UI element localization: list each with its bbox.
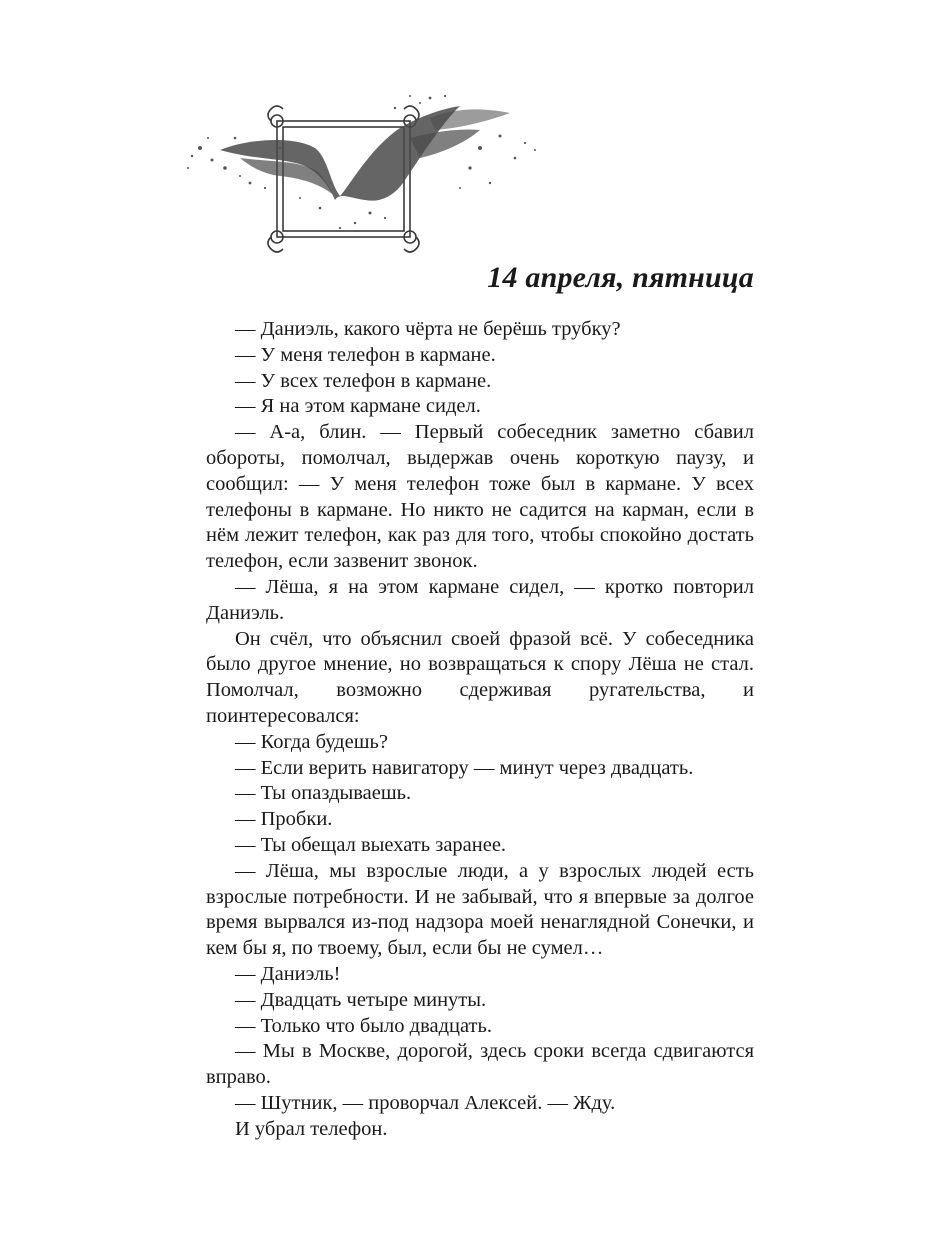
paragraph: — Ты обещал выехать заранее. [235, 833, 507, 856]
paragraph: — Ты опаздываешь. [235, 782, 412, 805]
paragraph: — Двадцать четыре минуты. [235, 988, 487, 1011]
paragraph: — Только что было двадцать. [235, 1014, 492, 1037]
paragraph: — А-а, блин. — Первый собеседник заметно сбавил обороты, помолчал, выдержав очень короткую паузу, и сообщил: — У меня телефон тоже был в кармане. У всех телефоны в кармане. Но никто не садится на карман, если в нём лежит телефон, как раз для того, чтобы спокойно достать телефон, если зазвенит звонок. [206, 421, 754, 573]
paragraph: — Лёша, я на этом кармане сидел, — кротко повторил Даниэль. [206, 575, 754, 624]
paragraph: — Я на этом кармане сидел. [235, 395, 481, 418]
paragraph: — Мы в Москве, дорогой, здесь сроки всегда сдвигаются вправо. [206, 1040, 754, 1089]
chapter-title: 14 апреля, пятница [487, 261, 754, 294]
paragraph: И убрал телефон. [235, 1117, 388, 1140]
paragraph: — Даниэль! [235, 962, 341, 985]
paragraph: — Если верить навигатору — минут через двадцать. [235, 756, 694, 779]
paragraph: — У меня телефон в кармане. [235, 343, 496, 366]
paragraph: — Шутник, — проворчал Алексей. — Жду. [235, 1091, 616, 1114]
paragraph: — Пробки. [235, 808, 333, 831]
paragraph: — Лёша, мы взрослые люди, а у взрослых людей есть взрослые потребности. И не забывай, что я впервые за долгое время вырвался из-под надзора моей ненаглядной Сонечки, и кем бы я, по твоему, был, если бы не сумел… [206, 859, 754, 960]
ink-splatter-frame-icon [180, 88, 540, 253]
paragraph: — Даниэль, какого чёрта не берёшь трубку? [235, 318, 621, 340]
paragraph: — Когда будешь? [235, 730, 388, 753]
paragraph: Он счёл, что объяснил своей фразой всё. У собеседника было другое мнение, но возвращаться к спору Лёша не стал. Помолчал, возможно сдерживая ругательства, и поинтересовался: [206, 627, 754, 727]
paragraph: — У всех телефон в кармане. [235, 369, 492, 392]
chapter-text [206, 317, 754, 1143]
